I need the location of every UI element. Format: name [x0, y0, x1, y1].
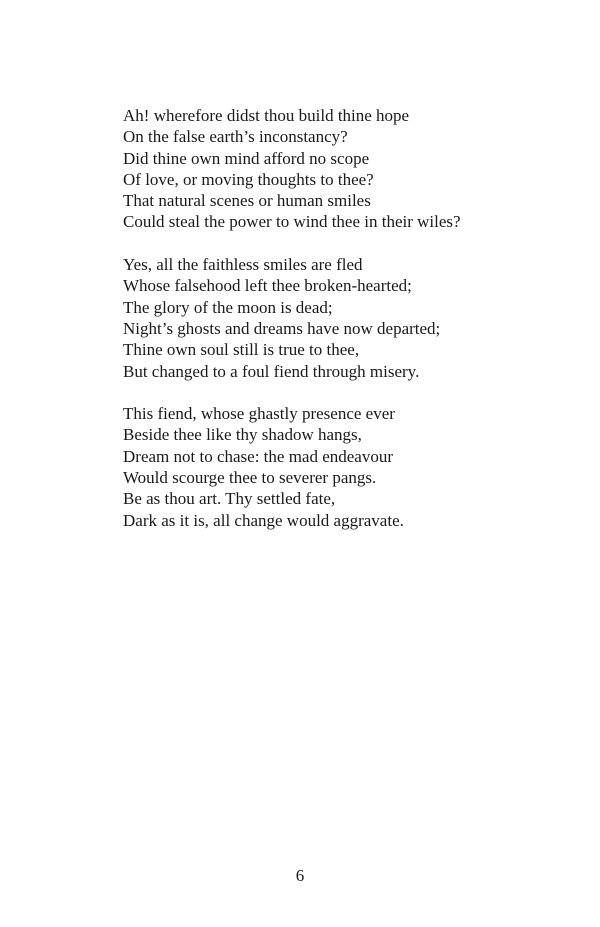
poem-line: Beside thee like thy shadow hangs, [123, 425, 362, 445]
page-number: 6 [295, 866, 305, 885]
poem-line: That natural scenes or human smiles [123, 191, 371, 211]
poem-line: The glory of the moon is dead; [123, 297, 333, 317]
poem-line: On the false earth’s inconstancy? [123, 127, 348, 147]
poem-line: Ah! wherefore didst thou build thine hope [123, 106, 410, 125]
stanza-3 [123, 403, 573, 531]
poem-line: Be as thou art. Thy settled fate, [123, 489, 336, 509]
poem-line: Dream not to chase: the mad endeavour [123, 446, 394, 466]
poem-body [123, 105, 573, 552]
poem-line: Night’s ghosts and dreams have now departed; [123, 318, 441, 338]
poem-line: But changed to a foul fiend through misery. [123, 361, 420, 381]
poem-line: Of love, or moving thoughts to thee? [123, 169, 374, 189]
poem-line: Would scourge thee to severer pangs. [123, 468, 377, 488]
poem-line: Dark as it is, all change would aggravate. [123, 510, 404, 530]
stanza-1 [123, 105, 573, 233]
stanza-2 [123, 254, 573, 382]
poem-line: Whose falsehood left thee broken-hearted; [123, 276, 412, 296]
poem-line: Thine own soul still is true to thee, [123, 340, 360, 360]
poem-line: This fiend, whose ghastly presence ever [123, 404, 395, 424]
poem-line: Yes, all the faithless smiles are fled [123, 255, 363, 275]
poem-line: Did thine own mind afford no scope [123, 148, 370, 168]
poem-line: Could steal the power to wind thee in their wiles? [123, 212, 461, 232]
